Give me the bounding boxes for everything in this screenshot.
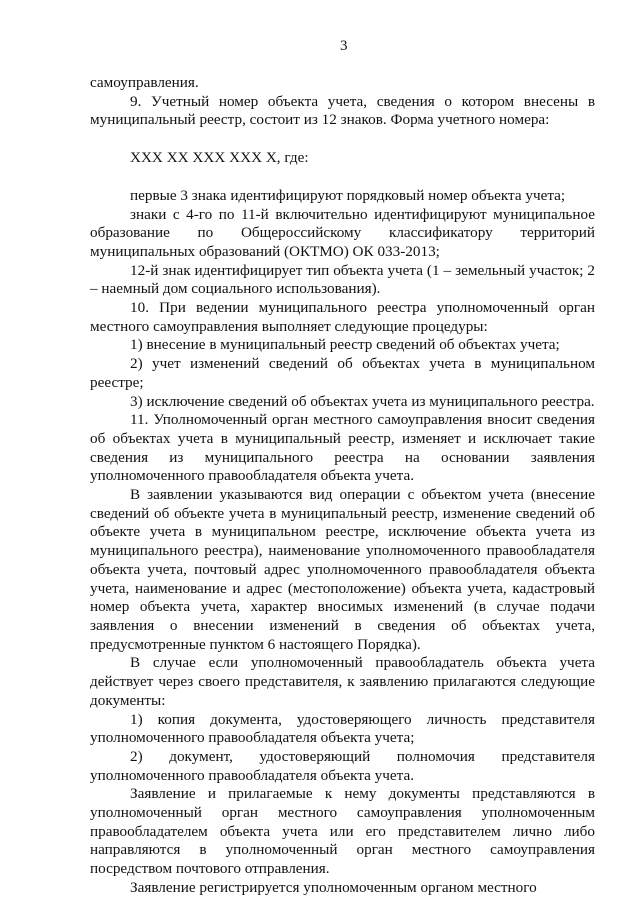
paragraph-digits-4-11: знаки с 4-го по 11-й включительно идентифицируют муниципальное образование по Общероссийскому классификатору территорий муниципальных образований (ОКТМО) ОК 033-2013; <box>90 205 595 260</box>
account-number-format: XXX XX XXX XXX X, где: <box>130 149 309 167</box>
paragraph-submission: Заявление и прилагаемые к нему документы представляются в уполномоченный орган местного самоуправления уполномоченным правообладателем объекта учета или его представителем лично либо направляются в уполномоченный орган местного самоуправления посредством почтового отправления. <box>90 785 595 878</box>
paragraph-continuation: самоуправления. <box>90 74 199 91</box>
paragraph-item-10: 10. При ведении муниципального реестра уполномоченный орган местного самоуправления выполняет следующие процедуры: <box>90 299 595 335</box>
paragraph-item-11: 11. Уполномоченный орган местного самоуправления вносит сведения об объектах учета в муниципальный реестр, изменяет и исключает такие сведения из муниципального реестра на основании заявления уполномоченного правообладателя объекта учета. <box>90 411 595 485</box>
paragraph-item-9: 9. Учетный номер объекта учета, сведения о котором внесены в муниципальный реестр, состоит из 12 знаков. Форма учетного номера: <box>90 92 595 129</box>
list-item-1: 1) внесение в муниципальный реестр сведений об объектах учета; <box>130 336 560 354</box>
list-item-2: 2) учет изменений сведений об объектах учета в муниципальном реестре; <box>90 355 595 391</box>
paragraph-first-digits: первые 3 знака идентифицируют порядковый номер объекта учета; <box>130 186 566 204</box>
document-body <box>90 74 595 898</box>
paragraph-registration: Заявление регистрируется уполномоченным органом местного <box>130 878 537 896</box>
doc-list-item-1: 1) копия документа, удостоверяющего личность представителя уполномоченного правообладателя объекта учета; <box>90 710 595 747</box>
paragraph-representative: В случае если уполномоченный правообладатель объекта учета действует через своего представителя, к заявлению прилагаются следующие документы: <box>90 654 595 709</box>
paragraph-digit-12: 12-й знак идентифицирует тип объекта учета (1 – земельный участок; 2 – наемный дом социального использования). <box>90 261 595 298</box>
page-number: 3 <box>340 38 348 54</box>
paragraph-application-contents: В заявлении указываются вид операции с объектом учета (внесение сведений об объекте учета в муниципальный реестр, изменение сведений об объекте учета в муниципальном реестре, исключение объекта учета из муниципального реестра), наименование уполномоченного правообладателя объекта учета, почтовый адрес уполномоченного правообладателя объекта учета, наименование и адрес (местоположение) объекта учета, кадастровый номер объекта учета, характер вносимых изменений (в случае подачи заявления о внесении изменений в сведения об объектах учета, предусмотренные пунктом 6 настоящего Порядка). <box>90 486 595 653</box>
doc-list-item-2: 2) документ, удостоверяющий полномочия представителя уполномоченного правообладателя объекта учета. <box>90 747 595 784</box>
list-item-3: 3) исключение сведений об объектах учета из муниципального реестра. <box>130 392 595 410</box>
